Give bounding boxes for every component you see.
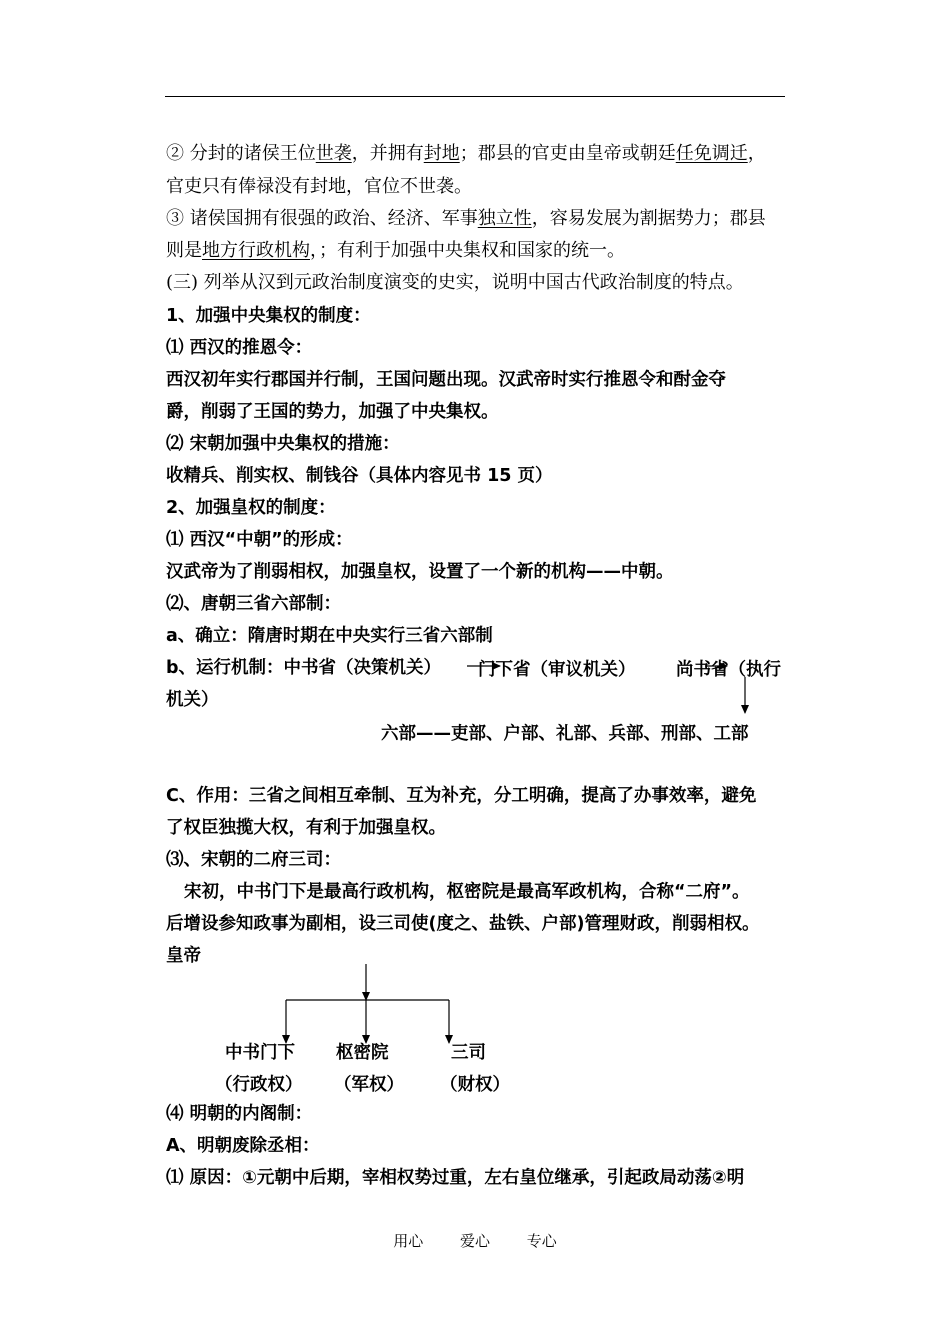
- text-line: 机关）: [166, 690, 219, 710]
- text-line: 六部——吏部、户部、礼部、兵部、刑部、工部: [381, 724, 749, 744]
- text-segment: 尚书省（执行: [676, 660, 781, 680]
- diagram-node-sansi: 三司: [451, 1043, 486, 1063]
- heading-2: 2、加强皇权的制度：: [166, 498, 336, 518]
- heading-1: 1、加强中央集权的制度：: [166, 306, 371, 326]
- text-line: a、确立：隋唐时期在中央实行三省六部制: [166, 626, 493, 646]
- text-segment: ；郡县的官吏由皇帝或朝廷: [459, 143, 676, 164]
- underlined-term: 世袭: [315, 143, 352, 164]
- text-segment: 门下省（审议机关）: [478, 660, 636, 680]
- subheading: ⑶、宋朝的二府三司：: [166, 850, 341, 870]
- text-line: 西汉初年实行郡国并行制，王国问题出现。汉武帝时实行推恩令和酎金夺: [166, 370, 726, 390]
- subheading: ⑷ 明朝的内阁制：: [166, 1104, 313, 1124]
- underlined-term: 独立性: [477, 208, 532, 229]
- text-segment: ，: [747, 143, 766, 164]
- text-line: 宋初，中书门下是最高行政机构，枢密院是最高军政机构，合称“二府”。: [184, 882, 750, 902]
- subheading: ⑵ 宋朝加强中央集权的措施：: [166, 434, 400, 454]
- subheading: ⑴ 西汉的推恩令：: [166, 338, 313, 358]
- footer-word: 用心: [393, 1232, 424, 1250]
- diagram-node-shumiyuan: 枢密院: [336, 1043, 389, 1063]
- text-line: 汉武帝为了削弱相权，加强皇权，设置了一个新的机构——中朝。: [166, 562, 674, 582]
- subheading: ⑴ 西汉“中朝”的形成：: [166, 530, 353, 550]
- diagram-role-label: （军权）: [334, 1075, 404, 1095]
- subheading: A、明朝废除丞相：: [166, 1136, 320, 1156]
- text-line: ⑴ 原因：①元朝中后期，宰相权势过重，左右皇位继承，引起政局动荡②明: [166, 1168, 745, 1188]
- section-heading: (三) 列举从汉到元政治制度演变的史实，说明中国古代政治制度的特点。: [166, 272, 744, 293]
- text-line: 收精兵、削实权、制钱谷（具体内容见书 15 页）: [166, 466, 553, 486]
- text-line: 官吏只有俸禄没有封地，官位不世袭。: [166, 176, 472, 197]
- footer-word: 专心: [526, 1232, 557, 1250]
- text-line: b、运行机制：中书省（决策机关）: [166, 658, 442, 678]
- text-segment: ，；有利于加强中央集权和国家的统一。: [310, 240, 625, 261]
- page-footer: [0, 1230, 950, 1251]
- footer-word: 爱心: [459, 1232, 490, 1250]
- text-segment: ③ 诸侯国拥有很强的政治、经济、军事: [166, 208, 478, 229]
- text-line: 爵，削弱了王国的势力，加强了中央集权。: [166, 402, 499, 422]
- text-segment: ，并拥有: [351, 143, 424, 164]
- text-line: 后增设参知政事为副相，设三司使(度之、盐铁、户部)管理财政，削弱相权。: [166, 914, 760, 934]
- diagram-role-label: （财权）: [440, 1075, 510, 1095]
- underlined-term: 封地: [423, 143, 460, 164]
- underlined-term: 地方行政机构: [202, 240, 310, 261]
- text-line: 了权臣独揽大权，有利于加强皇权。: [166, 818, 446, 838]
- subheading: ⑵、唐朝三省六部制：: [166, 594, 341, 614]
- text-segment: ② 分封的诸侯王位: [166, 143, 316, 164]
- text-segment: 则是: [166, 240, 202, 261]
- diagram-role-label: （行政权）: [215, 1075, 303, 1095]
- text-segment: ，容易发展为割据势力；郡县: [531, 208, 766, 229]
- diagram-root-label: 皇帝: [166, 946, 201, 966]
- diagram-node-zhongshumenxia: 中书门下: [225, 1043, 295, 1063]
- underlined-term: 任免调迁: [675, 143, 748, 164]
- text-line: C、作用：三省之间相互牵制、互为补充，分工明确，提高了办事效率，避免: [166, 786, 757, 806]
